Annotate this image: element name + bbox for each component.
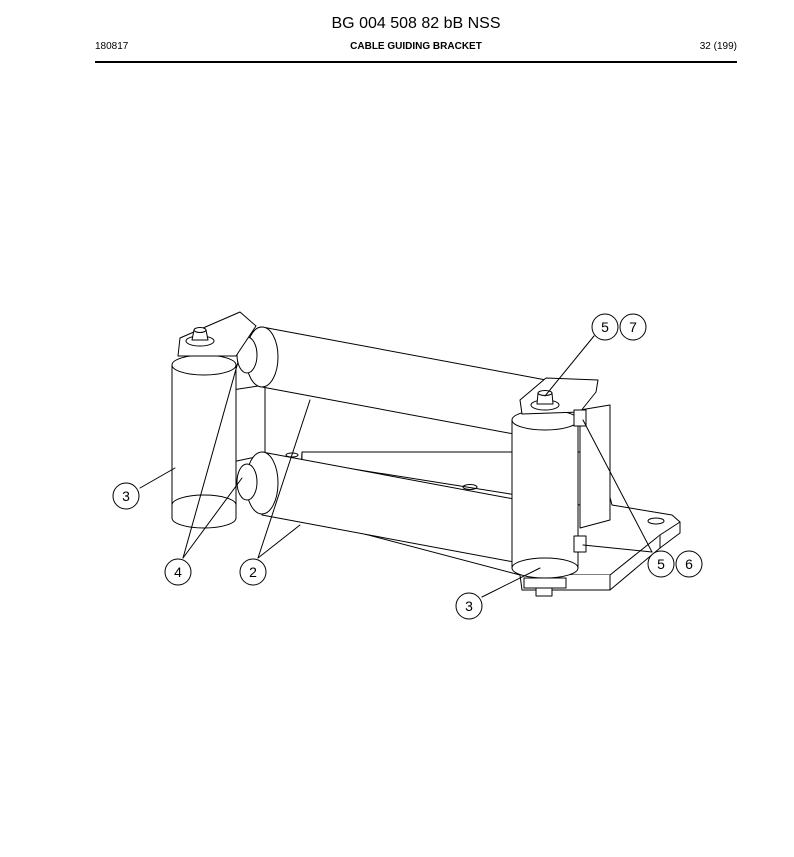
- document-date: 180817: [95, 41, 129, 52]
- callout-7-top-label: 7: [629, 319, 637, 335]
- callout-4-label: 4: [174, 564, 182, 580]
- section-title: CABLE GUIDING BRACKET: [350, 41, 482, 52]
- callout-5-top-label: 5: [601, 319, 609, 335]
- callout-3-bottom-label: 3: [465, 598, 473, 614]
- page-number: 32 (199): [699, 41, 737, 52]
- document-title: BG 004 508 82 bB NSS: [331, 15, 501, 32]
- upper-roller: [237, 327, 546, 440]
- callout-5-right-label: 5: [657, 556, 665, 572]
- callout-6-right-label: 6: [685, 556, 693, 572]
- callout-2-label: 2: [249, 564, 257, 580]
- callout-3-left-label: 3: [122, 488, 130, 504]
